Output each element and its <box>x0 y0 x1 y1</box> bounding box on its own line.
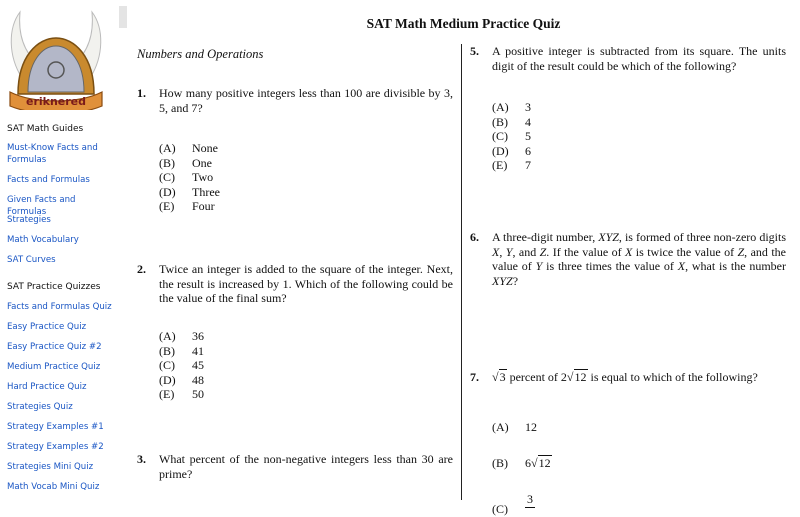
scrollbar-thumb[interactable] <box>119 6 127 28</box>
fraction: 3 <box>527 492 533 506</box>
question-number: 1. <box>137 86 146 100</box>
quiz-link-medium[interactable]: Medium Practice Quiz <box>7 362 101 372</box>
column-divider <box>461 44 462 500</box>
question-2 <box>137 262 453 308</box>
choice-e[interactable]: (E) Four <box>159 199 215 213</box>
choice-b[interactable]: (B) 41 <box>159 343 204 358</box>
choice-c[interactable]: (C) Two <box>159 170 214 184</box>
question-text: √3 percent of 2√12 is equal to which of the following? <box>492 370 758 384</box>
choice-b[interactable]: (B) One <box>159 155 212 170</box>
quiz-link-easy[interactable]: Easy Practice Quiz <box>7 322 87 332</box>
sidebar <box>0 0 120 500</box>
quiz-link-hard[interactable]: Hard Practice Quiz <box>7 382 87 392</box>
question-1-choices <box>159 141 220 214</box>
quiz-link-strategies-mini[interactable]: Strategies Mini Quiz <box>7 462 94 472</box>
quiz-link-strategies[interactable]: Strategies Quiz <box>7 402 73 412</box>
question-text: What percent of the non-negative integers less than 30 are prime? <box>159 452 453 481</box>
question-number: 6. <box>470 230 479 244</box>
question-number: 3. <box>137 452 146 466</box>
choice-c[interactable]: (C) 5 <box>492 129 531 143</box>
sat-math-guides-heading: SAT Math Guides <box>7 124 84 134</box>
guide-link-must-know[interactable]: Must-Know Facts and Formulas <box>7 143 98 165</box>
choice-b[interactable]: (B) 4 <box>492 114 531 129</box>
question-6 <box>470 230 786 290</box>
quiz-link-facts-formulas[interactable]: Facts and Formulas Quiz <box>7 302 112 312</box>
guide-link-facts-formulas[interactable]: Facts and Formulas <box>7 175 90 185</box>
page-title: SAT Math Medium Practice Quiz <box>366 16 561 31</box>
choice-a[interactable]: (A) None <box>159 141 218 155</box>
choice-c[interactable]: (C) 45 <box>159 358 204 372</box>
section-title: Numbers and Operations <box>137 47 264 61</box>
question-5-choices <box>492 100 531 173</box>
quiz-link-easy-2[interactable]: Easy Practice Quiz #2 <box>7 342 102 352</box>
question-2-choices <box>159 329 204 402</box>
question-text: A positive integer is subtracted from its square. The units digit of the result could be which of the following? <box>492 44 786 73</box>
sqrt-symbol: √12 <box>531 456 551 470</box>
quiz-link-strategy-examples-2[interactable]: Strategy Examples #2 <box>7 442 104 452</box>
guide-link-sat-curves[interactable]: SAT Curves <box>7 255 56 265</box>
choice-e[interactable]: (E) 50 <box>159 387 204 401</box>
choice-d[interactable]: (D) 6 <box>492 143 531 158</box>
question-text: Twice an integer is added to the square of the integer. Next, the result is increased by 1. Which of the following could be the value of the final sum? <box>159 262 453 305</box>
question-number: 2. <box>137 262 146 276</box>
sqrt-symbol: √12 <box>566 370 587 384</box>
choice-a[interactable]: (A) 36 <box>159 329 204 343</box>
quiz-link-strategy-examples-1[interactable]: Strategy Examples #1 <box>7 422 104 432</box>
choice-b[interactable]: (B) 6 √12 <box>492 456 552 492</box>
choice-a[interactable]: (A) 12 <box>492 420 537 434</box>
viking-helmet-logo[interactable] <box>4 8 108 110</box>
question-5 <box>470 44 786 76</box>
choice-d[interactable]: (D) 48 <box>159 372 204 387</box>
svg-text:eriknered: eriknered <box>25 95 87 108</box>
choice-e[interactable]: (E) 7 <box>492 158 531 172</box>
choice-d[interactable]: (D) Three <box>159 184 220 199</box>
sat-practice-quizzes-heading: SAT Practice Quizzes <box>7 282 101 292</box>
question-number: 5. <box>470 44 479 58</box>
choice-c[interactable]: (C) 3 <box>492 492 533 516</box>
quiz-link-math-vocab-mini[interactable]: Math Vocab Mini Quiz <box>7 482 100 492</box>
question-7-choices <box>492 420 552 517</box>
question-number: 7. <box>470 370 479 384</box>
question-3 <box>137 452 453 482</box>
question-1 <box>137 86 453 118</box>
choice-a[interactable]: (A) 3 <box>492 100 531 114</box>
question-text: A three-digit number, XYZ, is formed of three non-zero digits X, Y, and Z. If the value of X is twice the value of Z, and the value of Y is three times the value of X, what is the number XYZ? <box>492 230 786 288</box>
guide-link-given-facts[interactable]: Given Facts and Formulas <box>7 195 76 217</box>
sqrt-symbol: √3 <box>492 370 506 384</box>
question-text: How many positive integers less than 100 are divisible by 3, 5, and 7? <box>159 86 453 115</box>
question-7 <box>470 370 786 388</box>
guide-link-math-vocabulary[interactable]: Math Vocabulary <box>7 235 79 245</box>
guide-link-strategies[interactable]: Strategies <box>7 215 51 225</box>
quiz-content <box>127 0 800 516</box>
